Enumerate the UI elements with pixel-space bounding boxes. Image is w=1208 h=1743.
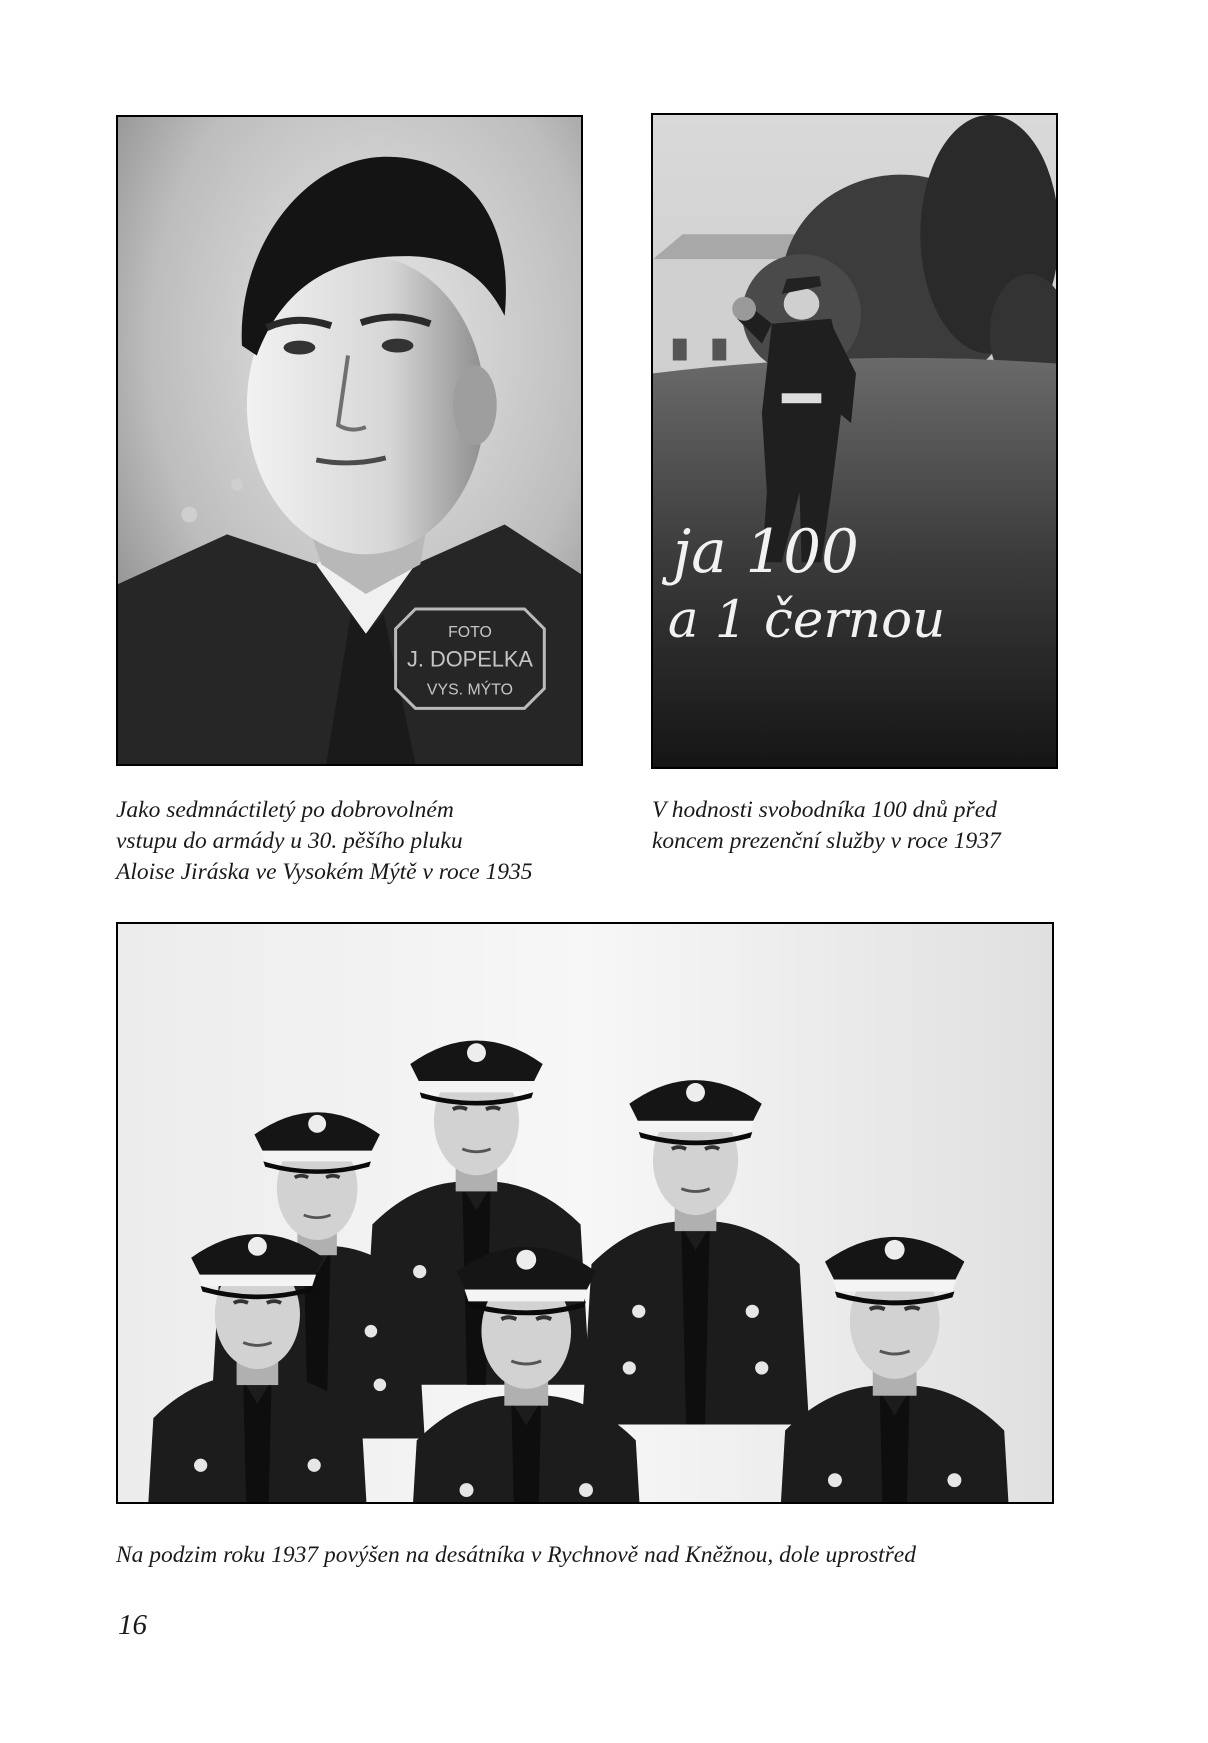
caption-line: V hodnosti svobodníka 100 dnů před — [652, 797, 997, 823]
stamp-line-2: J. DOPELKA — [406, 646, 533, 672]
group-caption — [116, 1540, 916, 1571]
portrait-caption — [116, 795, 533, 888]
caption-line: Jako sedmnáctiletý po dobrovolném — [116, 797, 454, 823]
caption-line: Na podzim roku 1937 povýšen na desátníka v Rychnově nad Kněžnou, dole uprostřed — [116, 1542, 916, 1568]
stamp-line-3: VYS. MÝTO — [426, 681, 513, 699]
caption-line: vstupu do armády u 30. pěšího pluku — [116, 828, 463, 854]
caption-line: koncem prezenční služby v roce 1937 — [652, 828, 1001, 854]
handwriting-line-2: a 1 černou — [667, 589, 946, 650]
portrait-photo — [116, 115, 583, 766]
handwriting-line-1: ja 100 — [672, 518, 859, 588]
caption-line: Aloise Jiráska ve Vysokém Mýtě v roce 1935 — [116, 859, 533, 885]
stamp-line-1: FOTO — [448, 623, 492, 641]
field-caption — [652, 795, 1001, 857]
page-number: 16 — [118, 1609, 147, 1641]
group-photo — [116, 922, 1054, 1504]
field-photo — [651, 113, 1058, 769]
